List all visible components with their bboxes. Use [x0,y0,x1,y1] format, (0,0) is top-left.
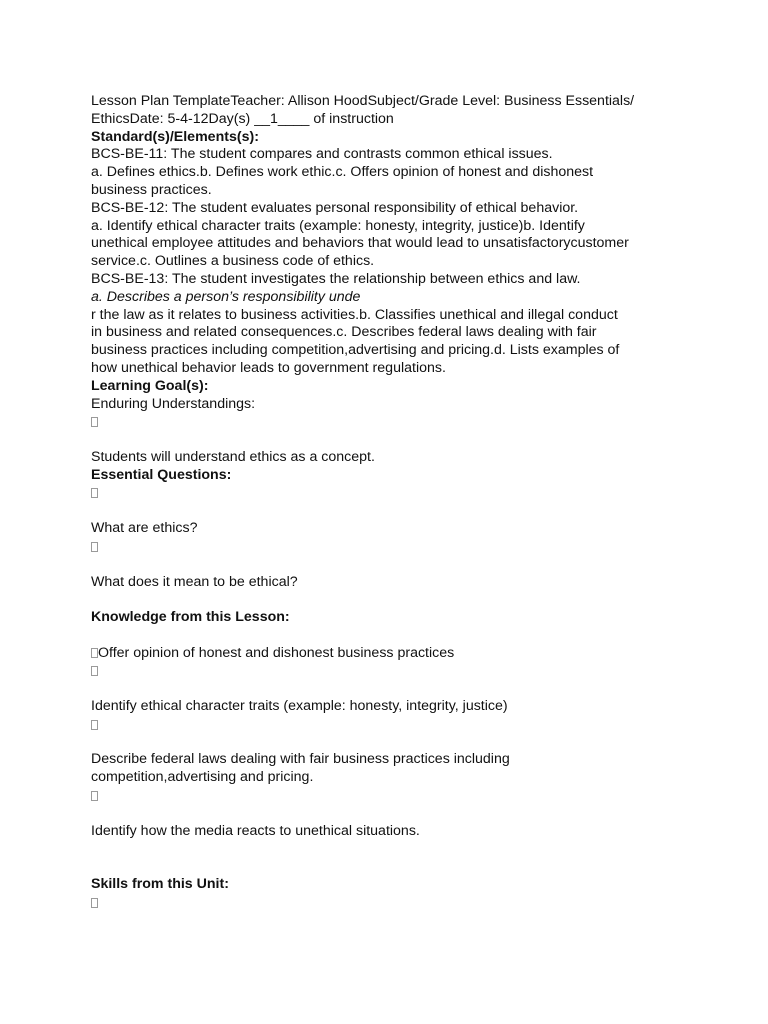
checkbox-glyph-icon [91,417,98,427]
checkbox-glyph-icon [91,542,98,552]
knowledge-item-text: Offer opinion of honest and dishonest business practices [98,644,455,661]
checkbox-glyph-icon [91,720,98,730]
standards-line: unethical employee attitudes and behaviors that would lead to unsatisfactorycustomer [91,235,629,252]
header-line-1: Lesson Plan TemplateTeacher: Allison HoodSubject/Grade Level: Business Essentials/ [91,93,635,109]
standards-line: BCS-BE-12: The student evaluates personal responsibility of ethical behavior. [91,199,579,216]
knowledge-item: Identify ethical character traits (example: honesty, integrity, justice) [91,698,508,715]
header-line-2: EthicsDate: 5-4-12Day(s) __1____ of instruction [91,110,394,127]
knowledge-item [91,645,691,663]
standards-line: a. Defines ethics.b. Defines work ethic.c. Offers opinion of honest and dishonest [91,164,594,181]
standards-tail-line: business practices including competition,advertising and pricing.d. Lists examples of [91,342,620,359]
standards-heading: Standard(s)/Elements(s): [91,128,259,145]
question-item: What are ethics? [91,520,198,537]
checkbox-glyph-icon [91,666,98,676]
standards-tail-line: how unethical behavior leads to government regulations. [91,359,446,376]
standards-line: business practices. [91,181,212,198]
checkbox-glyph-icon [91,648,98,658]
knowledge-heading: Knowledge from this Lesson: [91,609,290,626]
checkbox-glyph-icon [91,791,98,801]
essential-questions-heading: Essential Questions: [91,466,232,483]
standards-line: service.c. Outlines a business code of ethics. [91,253,375,270]
question-item: What does it mean to be ethical? [91,573,298,590]
standards-tail-line: in business and related consequences.c. Describes federal laws dealing with fair [91,324,597,341]
standards-tail-line: r the law as it relates to business activities.b. Classifies unethical and illegal conduct [91,306,618,323]
checkbox-glyph-icon [91,488,98,498]
knowledge-item: Identify how the media reacts to unethical situations. [91,822,420,839]
standards-line: BCS-BE-11: The student compares and contrasts common ethical issues. [91,146,553,163]
standards-line: BCS-BE-13: The student investigates the relationship between ethics and law. [91,270,581,287]
learning-goals-heading: Learning Goal(s): [91,377,209,394]
standards-italic-line: a. Describes a person’s responsibility unde [91,288,361,305]
lesson-plan-page [91,93,691,912]
enduring-label: Enduring Understandings: [91,395,256,412]
checkbox-glyph-icon [91,898,98,908]
enduring-item: Students will understand ethics as a concept. [91,448,375,465]
knowledge-item: Describe federal laws dealing with fair business practices including [91,751,510,768]
knowledge-item: competition,advertising and pricing. [91,769,314,786]
skills-heading: Skills from this Unit: [91,876,229,893]
standards-line: a. Identify ethical character traits (example: honesty, integrity, justice)b. Identify [91,217,585,234]
